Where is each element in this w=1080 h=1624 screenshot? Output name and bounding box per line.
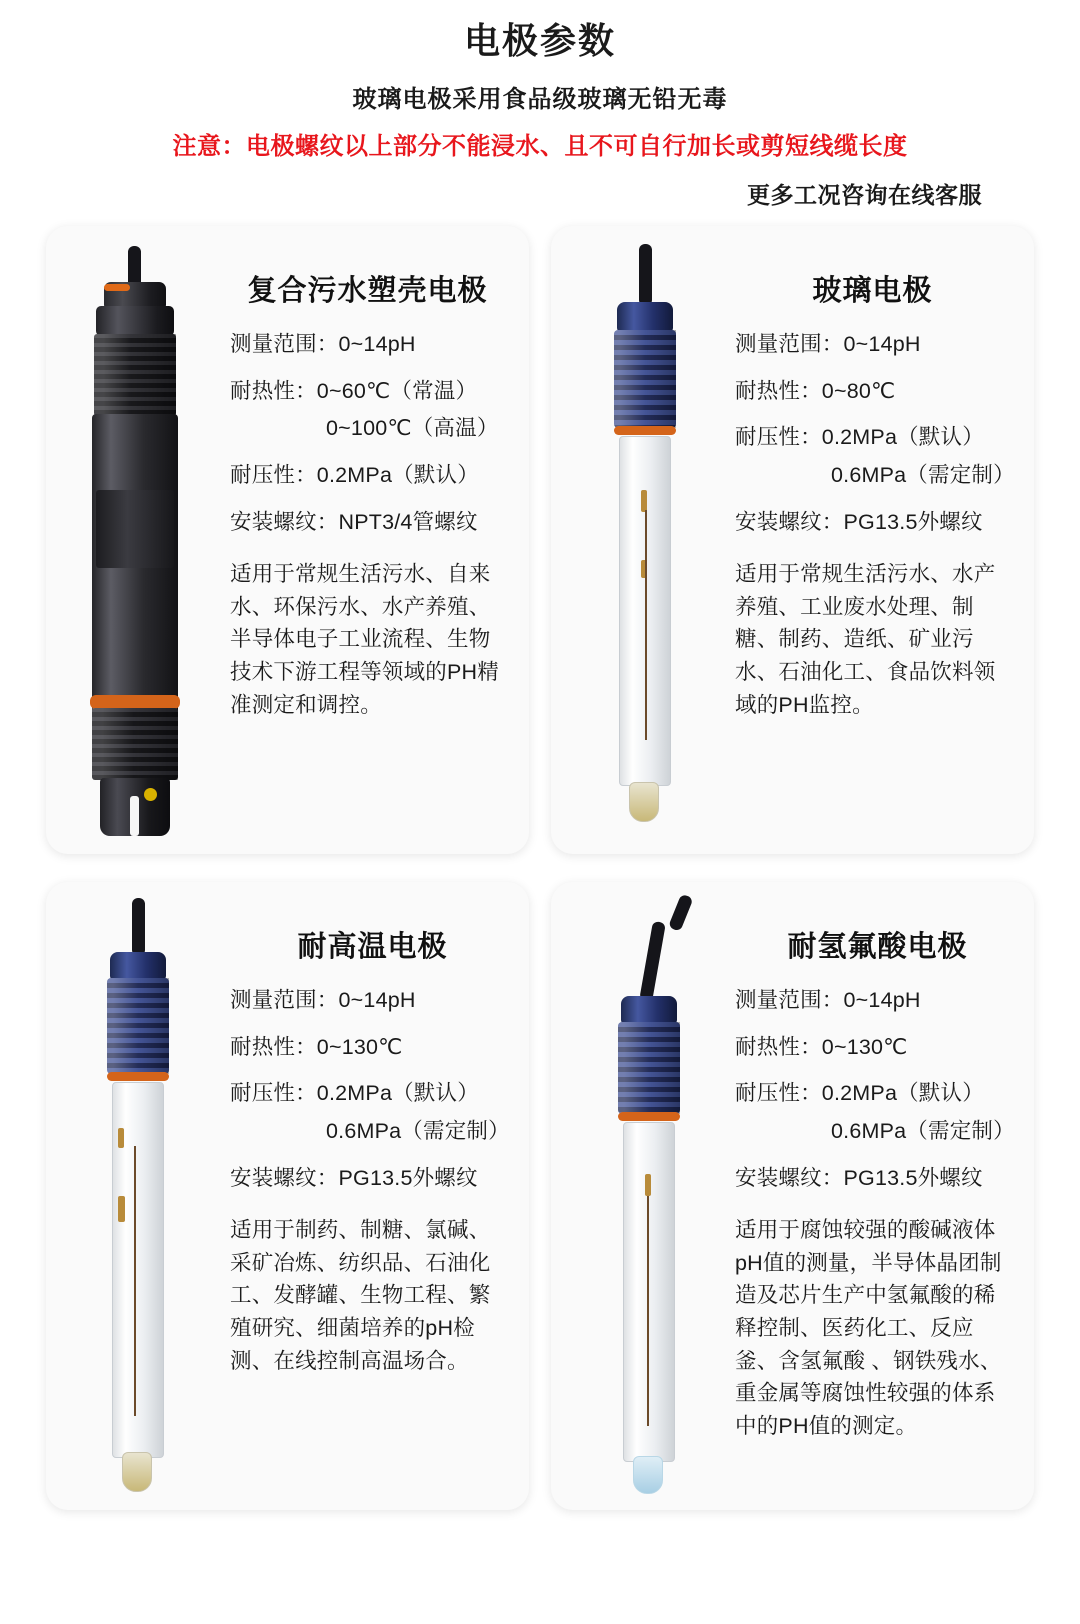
electrode-image-glass <box>561 240 731 840</box>
inner-element <box>118 1128 124 1148</box>
electrode-image-hf-resistant <box>561 896 731 1496</box>
orange-ring <box>107 1072 169 1081</box>
spec-line: 耐热性：0~60℃（常温） <box>230 378 478 403</box>
electrode-card <box>46 882 529 1510</box>
electrode-card <box>551 882 1034 1510</box>
orange-ring <box>614 426 676 435</box>
cap-part <box>617 302 673 332</box>
spec-line: 安装螺纹：PG13.5外螺纹 <box>230 1166 478 1191</box>
probe-illustration <box>56 240 226 840</box>
glass-bulb-tip <box>629 782 659 822</box>
probe-illustration <box>561 896 731 1496</box>
spec-line: 0.6MPa（需定制） <box>326 1119 510 1144</box>
label-plate <box>96 490 174 568</box>
electrode-title: 玻璃电极 <box>812 274 933 307</box>
electrode-description: 适用于制药、制糖、氯碱、采矿冶炼、纺织品、石油化工、发酵罐、生物工程、繁殖研究、细菌培养的pH检测、在线控制高温场合。 <box>230 1217 491 1373</box>
spec-line: 安装螺纹：PG13.5外螺纹 <box>735 510 983 535</box>
service-hint: 更多工况咨询在线客服 <box>747 181 982 208</box>
spec-line: 安装螺纹：PG13.5外螺纹 <box>735 1166 983 1191</box>
warning-notice: 注意：电极螺纹以上部分不能浸水、且不可自行加长或剪短线缆长度 <box>172 132 908 160</box>
spec-line: 耐压性：0.2MPa（默认） <box>230 1081 479 1106</box>
neck-part <box>96 306 174 336</box>
electrode-image-high-temp <box>56 896 226 1496</box>
electrode-card <box>551 226 1034 854</box>
spec-line: 0.6MPa（需定制） <box>831 1119 1015 1144</box>
cap-part <box>110 952 166 980</box>
spec-line: 耐压性：0.2MPa（默认） <box>735 425 984 450</box>
cable-icon <box>132 898 145 956</box>
electrode-card-body <box>226 240 515 840</box>
spec-line: 耐压性：0.2MPa（默认） <box>735 1081 984 1106</box>
electrode-title: 耐高温电极 <box>297 930 448 963</box>
orange-ring <box>618 1112 680 1121</box>
spec-line: 测量范围：0~14pH <box>735 987 921 1012</box>
thread-part-lower <box>92 708 178 780</box>
spec-line: 耐压性：0.2MPa（默认） <box>230 463 479 488</box>
electrode-description: 适用于常规生活污水、自来水、环保污水、水产养殖、半导体电子工业流程、生物技术下游工程等领域的PH精准测定和调控。 <box>230 561 499 717</box>
probe-illustration <box>561 240 731 840</box>
electrode-title: 复合污水塑壳电极 <box>247 274 488 307</box>
cable-icon <box>668 893 694 931</box>
thread-part <box>107 978 169 1074</box>
page-header <box>0 0 1080 161</box>
electrode-card-body <box>731 240 1020 840</box>
orange-marker <box>104 284 130 291</box>
spec-line: 耐热性：0~80℃ <box>735 378 896 403</box>
orange-ring <box>90 695 180 709</box>
electrode-card-body <box>226 896 515 1496</box>
spec-line: 安装螺纹：NPT3/4管螺纹 <box>230 510 478 535</box>
spec-line: 测量范围：0~14pH <box>230 331 416 356</box>
inner-wire <box>645 510 647 740</box>
electrode-description: 适用于常规生活污水、水产养殖、工业废水处理、制糖、制药、造纸、矿业污水、石油化工、食品饮料领域的PH监控。 <box>735 561 996 717</box>
spec-line: 0.6MPa（需定制） <box>831 463 1015 488</box>
probe-illustration <box>56 896 226 1496</box>
spec-line: 0~100℃（高温） <box>326 416 499 441</box>
thread-part <box>618 1022 680 1114</box>
inner-element <box>645 1174 651 1196</box>
spec-line: 耐热性：0~130℃ <box>735 1034 908 1059</box>
spec-line: 耐热性：0~130℃ <box>230 1034 403 1059</box>
thread-part <box>614 330 676 428</box>
inner-wire <box>134 1146 136 1416</box>
glass-bulb-tip <box>122 1452 152 1492</box>
page-subtitle: 玻璃电极采用食品级玻璃无铅无毒 <box>352 85 728 113</box>
cable-icon <box>639 244 652 306</box>
electrode-card-grid <box>0 226 1080 1510</box>
electrode-card <box>46 226 529 854</box>
inner-element <box>118 1196 125 1222</box>
spec-line: 测量范围：0~14pH <box>735 331 921 356</box>
cap-part <box>621 996 677 1024</box>
inner-element <box>641 490 647 512</box>
spec-line: 测量范围：0~14pH <box>230 987 416 1012</box>
yellow-dot <box>144 788 157 801</box>
tip-slot <box>130 796 139 836</box>
cable-icon <box>639 921 666 1002</box>
electrode-description: 适用于腐蚀较强的酸碱液体pH值的测量，半导体晶团制造及芯片生产中氢氟酸的稀释控制、医药化工、反应釜、含氢氟酸 、钢铁残水、重金属等腐蚀性较强的体系中的PH值的测定。 <box>735 1217 1002 1438</box>
glass-bulb-tip <box>633 1456 663 1494</box>
glass-body <box>623 1122 675 1462</box>
thread-part <box>94 334 176 416</box>
electrode-card-body <box>731 896 1020 1496</box>
electrode-title: 耐氢氟酸电极 <box>787 930 968 963</box>
electrode-image-plastic-sewage <box>56 240 226 840</box>
page-title: 电极参数 <box>463 20 616 61</box>
inner-wire <box>647 1196 649 1426</box>
